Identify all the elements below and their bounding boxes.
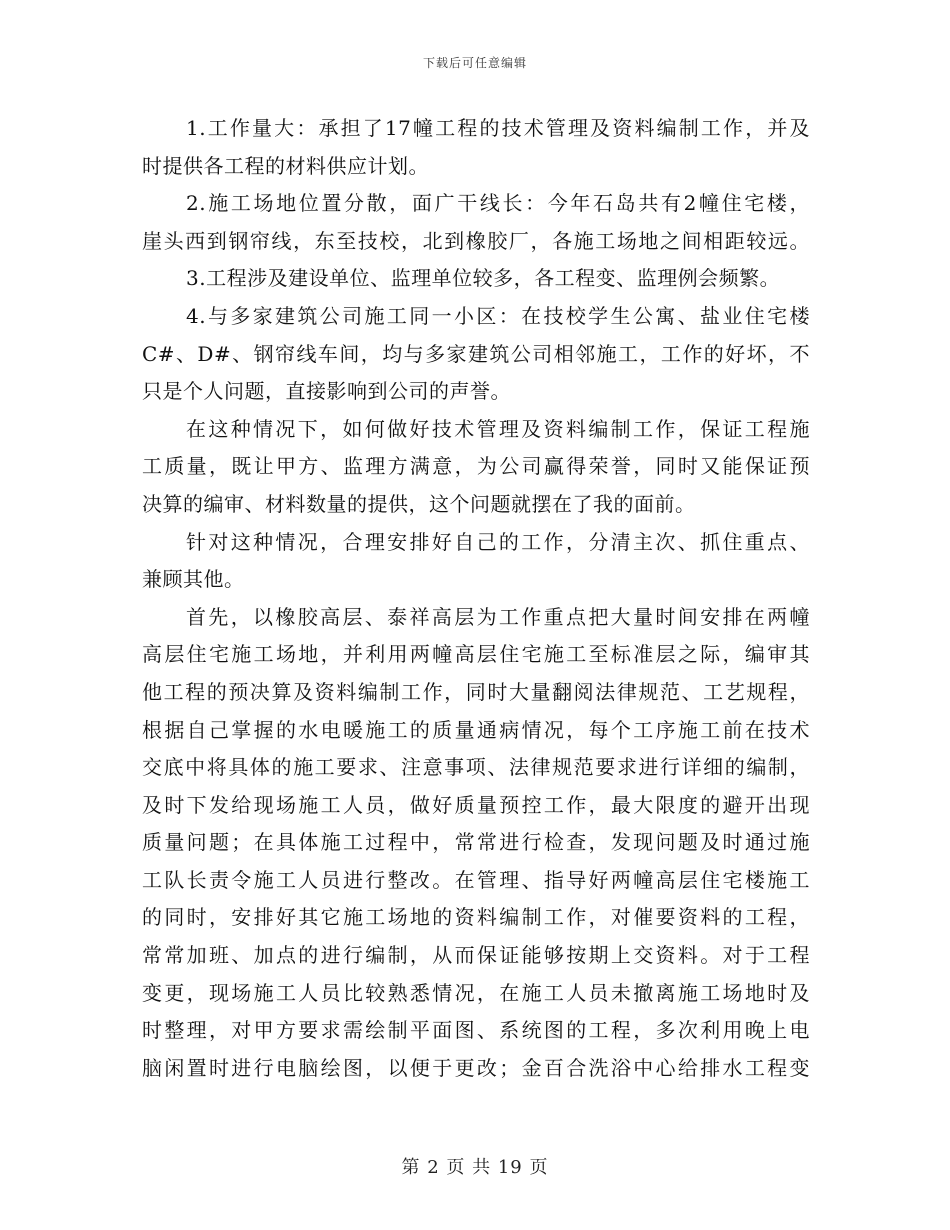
- text-line: 首先，以橡胶高层、泰祥高层为工作重点把大量时间安排在两幢: [186, 604, 810, 629]
- text-line: 时提供各工程的材料供应计划。: [142, 153, 429, 178]
- text-line: 崖头西到钢帘线，东至技校，北到橡胶厂，各施工场地之间相距较远。: [142, 228, 810, 253]
- text-line: 高层住宅施工场地，并利用两幢高层住宅施工至标准层之际，编审其: [142, 642, 810, 667]
- text-line: 1.工作量大：承担了17幢工程的技术管理及资料编制工作，并及: [186, 116, 810, 140]
- text-line: 时整理，对甲方要求需绘制平面图、系统图的工程，多次利用晚上电: [142, 1018, 810, 1043]
- text-line: 及时下发给现场施工人员，做好质量预控工作，最大限度的避开出现: [142, 792, 810, 817]
- text-line: 兼顾其他。: [142, 567, 245, 592]
- text-line: 脑闲置时进行电脑绘图，以便于更改；金百合洗浴中心给排水工程变: [142, 1055, 810, 1080]
- text-line: C#、D#、钢帘线车间，均与多家建筑公司相邻施工，工作的好坏，不: [142, 341, 810, 366]
- text-line: 常常加班、加点的进行编制，从而保证能够按期上交资料。对于工程: [142, 943, 810, 968]
- text-line: 工队长责令施工人员进行整改。在管理、指导好两幢高层住宅楼施工: [142, 867, 810, 892]
- text-line: 根据自己掌握的水电暖施工的质量通病情况，每个工序施工前在技术: [142, 717, 810, 742]
- text-line: 2.施工场地位置分散，面广干线长：今年石岛共有2幢住宅楼，: [186, 191, 810, 216]
- document-body: [142, 110, 810, 1087]
- page-number: 第 2 页 共 19 页: [401, 1157, 549, 1178]
- text-line: 质量问题；在具体施工过程中，常常进行检查，发现问题及时通过施: [142, 830, 810, 855]
- text-line: 他工程的预决算及资料编制工作，同时大量翻阅法律规范、工艺规程，: [142, 679, 810, 704]
- text-line: 4.与多家建筑公司施工同一小区：在技校学生公寓、盐业住宅楼: [186, 303, 810, 328]
- text-line: 工质量，既让甲方、监理方满意，为公司赢得荣誉，同时又能保证预: [142, 454, 810, 479]
- text-line: 在这种情况下，如何做好技术管理及资料编制工作，保证工程施: [186, 416, 810, 441]
- page-header: 下载后可任意编辑: [422, 56, 527, 70]
- text-line: 变更，现场施工人员比较熟悉情况，在施工人员未撤离施工场地时及: [142, 980, 810, 1005]
- text-line: 针对这种情况，合理安排好自己的工作，分清主次、抓住重点、: [186, 529, 810, 554]
- text-line: 3.工程涉及建设单位、监理单位较多，各工程变、监理例会频繁。: [186, 266, 781, 291]
- text-line: 的同时，安排好其它施工场地的资料编制工作，对催要资料的工程，: [142, 905, 810, 930]
- text-line: 决算的编审、材料数量的提供，这个问题就摆在了我的面前。: [142, 491, 696, 516]
- text-line: 交底中将具体的施工要求、注意事项、法律规范要求进行详细的编制，: [142, 755, 810, 780]
- text-line: 只是个人问题，直接影响到公司的声誉。: [142, 379, 511, 404]
